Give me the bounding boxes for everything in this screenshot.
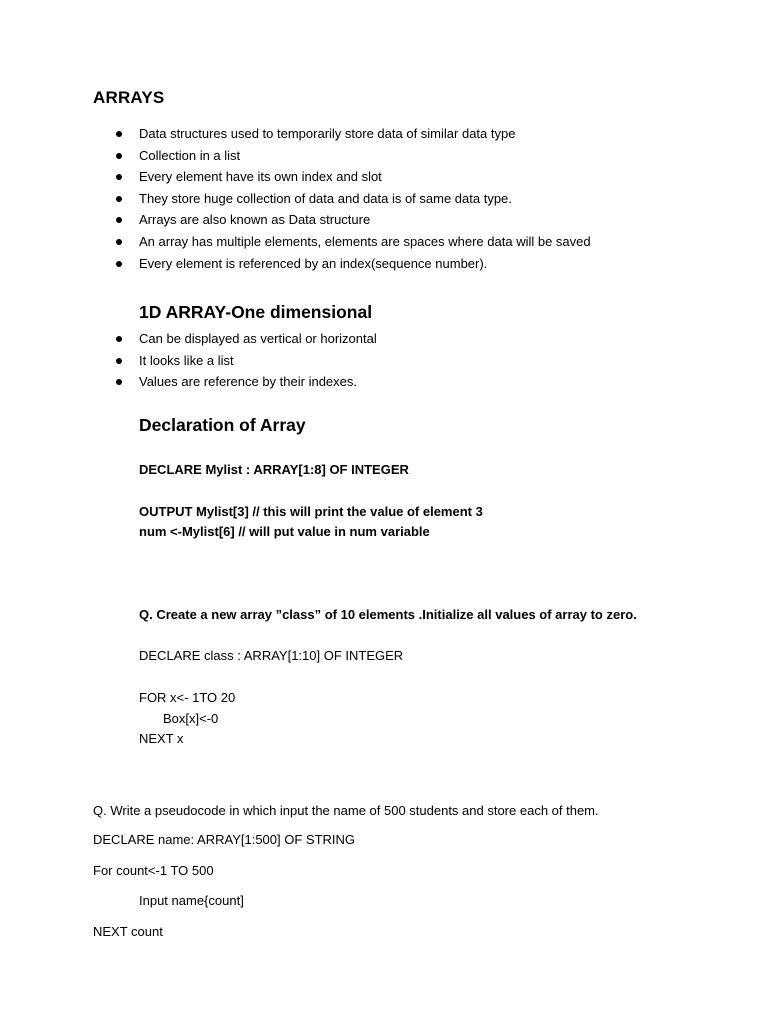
bullet-icon <box>116 131 122 137</box>
question-2-body-line: Input name{count] <box>139 893 244 908</box>
intro-bullet-list <box>112 123 591 274</box>
list-item: They store huge collection of data and data is of same data type. <box>112 188 591 210</box>
question-1-declare-line: DECLARE class : ARRAY[1:10] OF INTEGER <box>139 648 404 663</box>
bullet-icon <box>116 261 122 267</box>
list-item: Can be displayed as vertical or horizontal <box>112 328 377 350</box>
one-d-bullet-list <box>112 328 377 393</box>
list-item: Every element have its own index and slot <box>112 166 591 188</box>
question-1-prompt: Q. Create a new array ”class” of 10 elements .Initialize all values of array to zero. <box>139 607 637 622</box>
bullet-icon <box>116 358 122 364</box>
num-assign-line: num <-Mylist[6] // will put value in num variable <box>139 524 430 539</box>
output-mylist-line: OUTPUT Mylist[3] // this will print the value of element 3 <box>139 504 483 519</box>
bullet-icon <box>116 196 122 202</box>
bullet-icon <box>116 174 122 180</box>
declare-mylist-line: DECLARE Mylist : ARRAY[1:8] OF INTEGER <box>139 462 409 477</box>
list-item: Data structures used to temporarily store data of similar data type <box>112 123 591 145</box>
bullet-icon <box>116 379 122 385</box>
bullet-icon <box>116 239 122 245</box>
bullet-icon <box>116 217 122 223</box>
question-2-prompt: Q. Write a pseudocode in which input the name of 500 students and store each of them. <box>93 803 599 818</box>
list-item: An array has multiple elements, elements are spaces where data will be saved <box>112 231 591 253</box>
list-item: It looks like a list <box>112 350 377 372</box>
bullet-icon <box>116 336 122 342</box>
bullet-icon <box>116 153 122 159</box>
question-1-for-line: FOR x<- 1TO 20 <box>139 690 236 705</box>
question-2-next-line: NEXT count <box>93 924 163 939</box>
list-item: Values are reference by their indexes. <box>112 371 377 393</box>
question-1-body-line: Box[x]<-0 <box>163 711 219 726</box>
question-2-declare-line: DECLARE name: ARRAY[1:500] OF STRING <box>93 832 356 847</box>
page-title: ARRAYS <box>93 88 165 107</box>
question-1-next-line: NEXT x <box>139 731 184 746</box>
list-item: Arrays are also known as Data structure <box>112 209 591 231</box>
question-2-for-line: For count<-1 TO 500 <box>93 863 214 878</box>
declaration-heading: Declaration of Array <box>139 415 306 435</box>
one-d-array-heading: 1D ARRAY-One dimensional <box>139 302 373 322</box>
list-item: Every element is referenced by an index(sequence number). <box>112 253 591 275</box>
list-item: Collection in a list <box>112 145 591 167</box>
